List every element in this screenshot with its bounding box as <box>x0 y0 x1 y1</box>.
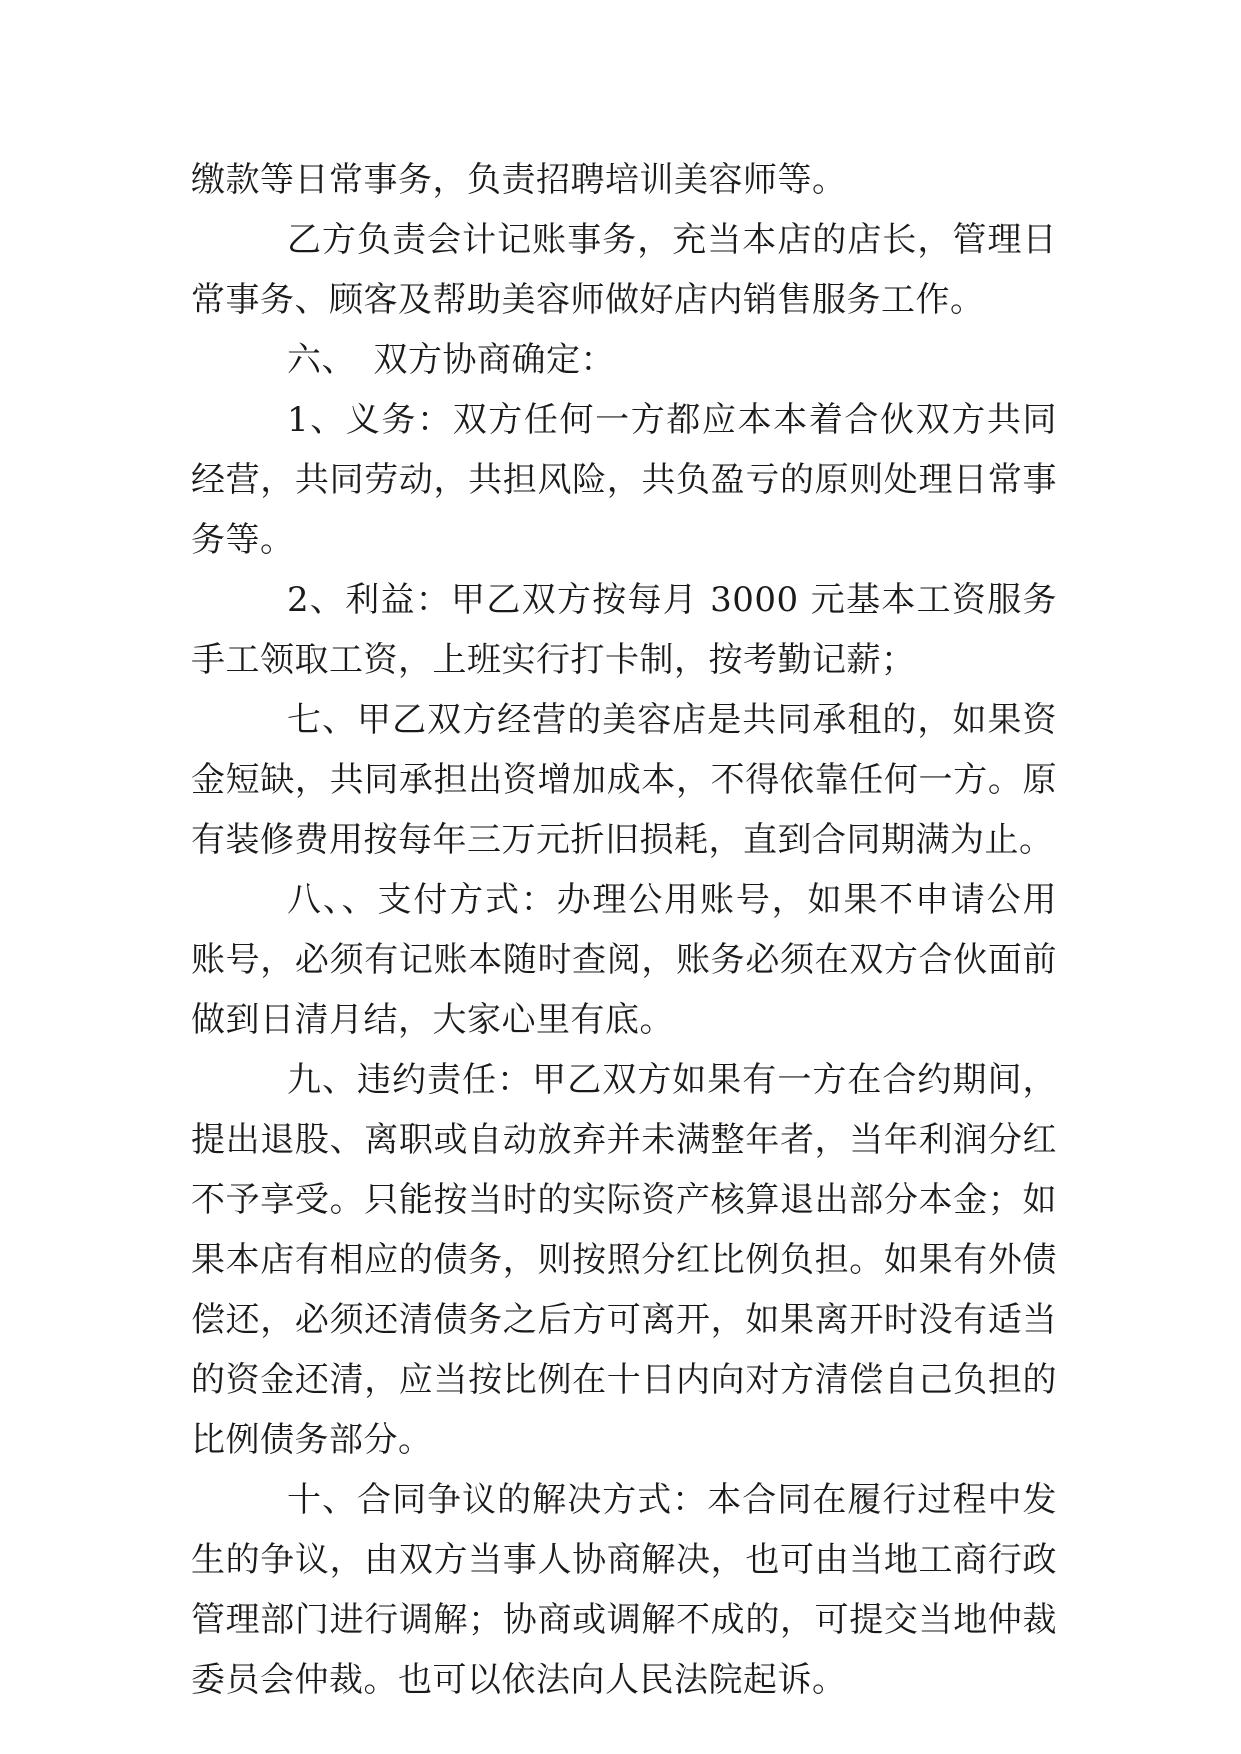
paragraph-party-b-duties: 乙方负责会计记账事务，充当本店的店长，管理日常事务、顾客及帮助美容师做好店内销售服务工作。 <box>191 220 1057 320</box>
section-six-heading: 六、 双方协商确定： <box>287 340 615 380</box>
section-eight-payment: 八、、支付方式：办理公用账号，如果不申请公用账号，必须有记账本随时查阅，账务必须在双方合伙面前做到日清月结，大家心里有底。 <box>191 880 1057 1040</box>
clause-obligations: 1、义务：双方任何一方都应本本着合伙双方共同经营，共同劳动，共担风险，共负盈亏的原则处理日常事务等。 <box>191 400 1057 560</box>
document-body <box>191 150 1057 1710</box>
section-seven: 七、甲乙双方经营的美容店是共同承租的，如果资金短缺，共同承担出资增加成本，不得依靠任何一方。原有装修费用按每年三万元折旧损耗，直到合同期满为止。 <box>191 700 1057 860</box>
section-ten-disputes: 十、合同争议的解决方式：本合同在履行过程中发生的争议，由双方当事人协商解决，也可由当地工商行政管理部门进行调解；协商或调解不成的，可提交当地仲裁委员会仲裁。也可以依法向人民法院起诉。 <box>191 1480 1057 1700</box>
clause-benefits: 2、利益：甲乙双方按每月 3000 元基本工资服务手工领取工资，上班实行打卡制，按考勤记薪； <box>191 580 1057 680</box>
section-nine-liability: 九、违约责任：甲乙双方如果有一方在合约期间，提出退股、离职或自动放弃并未满整年者，当年利润分红不予享受。只能按当时的实际资产核算退出部分本金；如果本店有相应的债务，则按照分红比例负担。如果有外债偿还，必须还清债务之后方可离开，如果离开时没有适当的资金还清，应当按比例在十日内向对方清偿自己负担的比例债务部分。 <box>191 1060 1057 1460</box>
paragraph-continuation: 缴款等日常事务，负责招聘培训美容师等。 <box>191 160 847 200</box>
